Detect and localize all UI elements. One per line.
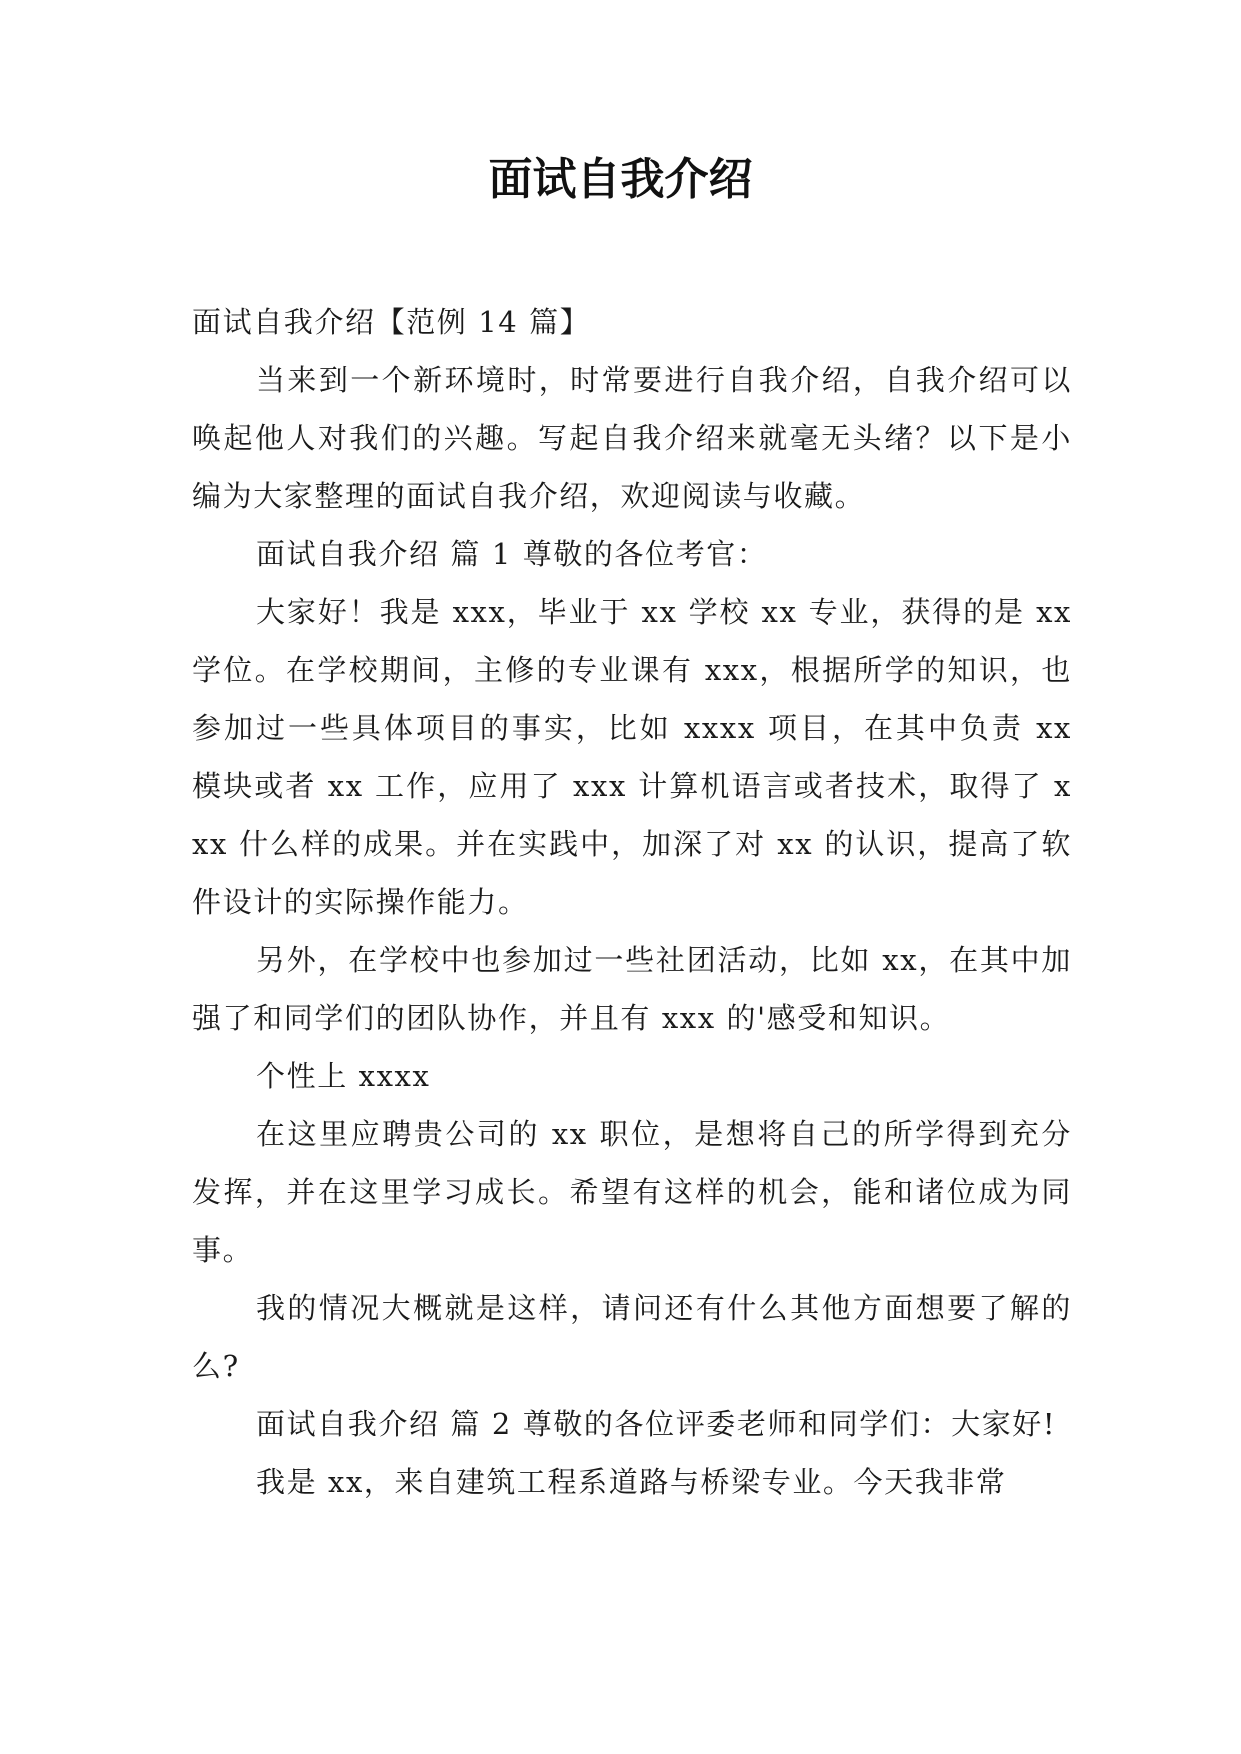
document-title: 面试自我介绍 [488,154,753,205]
paragraph: 面试自我介绍 篇 1 尊敬的各位考官： [256,537,768,571]
paragraph: 面试自我介绍 篇 2 尊敬的各位评委老师和同学们：大家好! [256,1407,1057,1441]
paragraph: 大家好！我是 xxx，毕业于 xx 学校 xx 专业，获得的是 xx 学位。在学校期间，主修的专业课有 xxx，根据所学的知识，也参加过一些具体项目的事实，比如 xxxx 项目，在其中负责 xx 模块或者 xx 工作，应用了 xxx 计算机语言或者技术，取得了 xxx 什么样的成果。并在实践中，加深了对 xx 的认识，提高了软件设计的实际操作能力。 [192,595,1072,919]
document-body [192,293,1072,1511]
paragraph: 在这里应聘贵公司的 xx 职位，是想将自己的所学得到充分发挥，并在这里学习成长。希望有这样的机会，能和诸位成为同事。 [192,1117,1072,1267]
paragraph: 另外，在学校中也参加过一些社团活动，比如 xx，在其中加强了和同学们的团队协作，并且有 xxx 的'感受和知识。 [192,943,1072,1035]
paragraph: 个性上 xxxx [256,1059,431,1093]
paragraph: 我是 xx，来自建筑工程系道路与桥梁专业。今天我非常 [256,1465,1007,1499]
paragraph: 当来到一个新环境时，时常要进行自我介绍，自我介绍可以唤起他人对我们的兴趣。写起自我介绍来就毫无头绪？以下是小编为大家整理的面试自我介绍，欢迎阅读与收藏。 [192,363,1072,513]
document-subtitle: 面试自我介绍【范例 14 篇】 [192,305,591,339]
paragraph: 我的情况大概就是这样，请问还有什么其他方面想要了解的么? [192,1291,1072,1383]
